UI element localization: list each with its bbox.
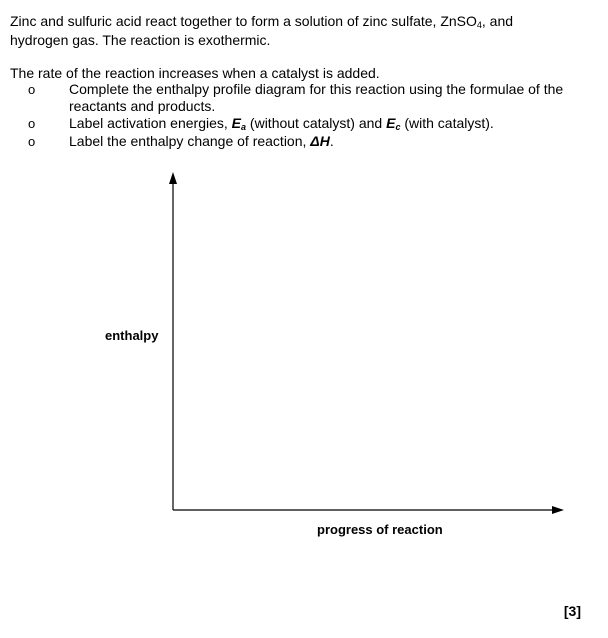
ea-subscript: a <box>241 122 247 132</box>
y-axis-arrowhead <box>169 172 177 184</box>
ec-symbol: E <box>386 115 396 131</box>
task-text-pre: Label activation energies, <box>69 115 232 131</box>
task-text-post: . <box>329 133 334 149</box>
task-text-mid: (without catalyst) and <box>246 115 387 131</box>
ec-subscript: c <box>395 122 401 132</box>
task-text-post: (with catalyst). <box>400 115 494 131</box>
zinc-sulfate-subscript: 4 <box>476 20 482 30</box>
x-axis-arrowhead <box>552 506 564 514</box>
marks-indicator: [3] <box>563 603 581 619</box>
intro-line-2: hydrogen gas. The reaction is exothermic. <box>10 32 271 48</box>
question-stem: The rate of the reaction increases when a catalyst is added. <box>10 65 380 81</box>
ea-symbol: E <box>231 115 242 131</box>
delta-h-symbol: ΔH <box>310 133 330 149</box>
task-text-line-2: reactants and products. <box>69 98 216 114</box>
y-axis-label: enthalpy <box>105 328 159 343</box>
intro-line-1-post: , and <box>481 13 514 29</box>
bullet-marker: o <box>28 82 36 97</box>
bullet-marker: o <box>28 116 36 131</box>
x-axis-label: progress of reaction <box>317 522 443 537</box>
bullet-marker: o <box>28 134 36 149</box>
task-text-pre: Label the enthalpy change of reaction, <box>69 133 311 149</box>
task-text-line-1: Complete the enthalpy profile diagram for this reaction using the formulae of the <box>69 81 564 97</box>
intro-line-1-pre: Zinc and sulfuric acid react together to form a solution of zinc sulfate, ZnSO <box>10 13 477 29</box>
